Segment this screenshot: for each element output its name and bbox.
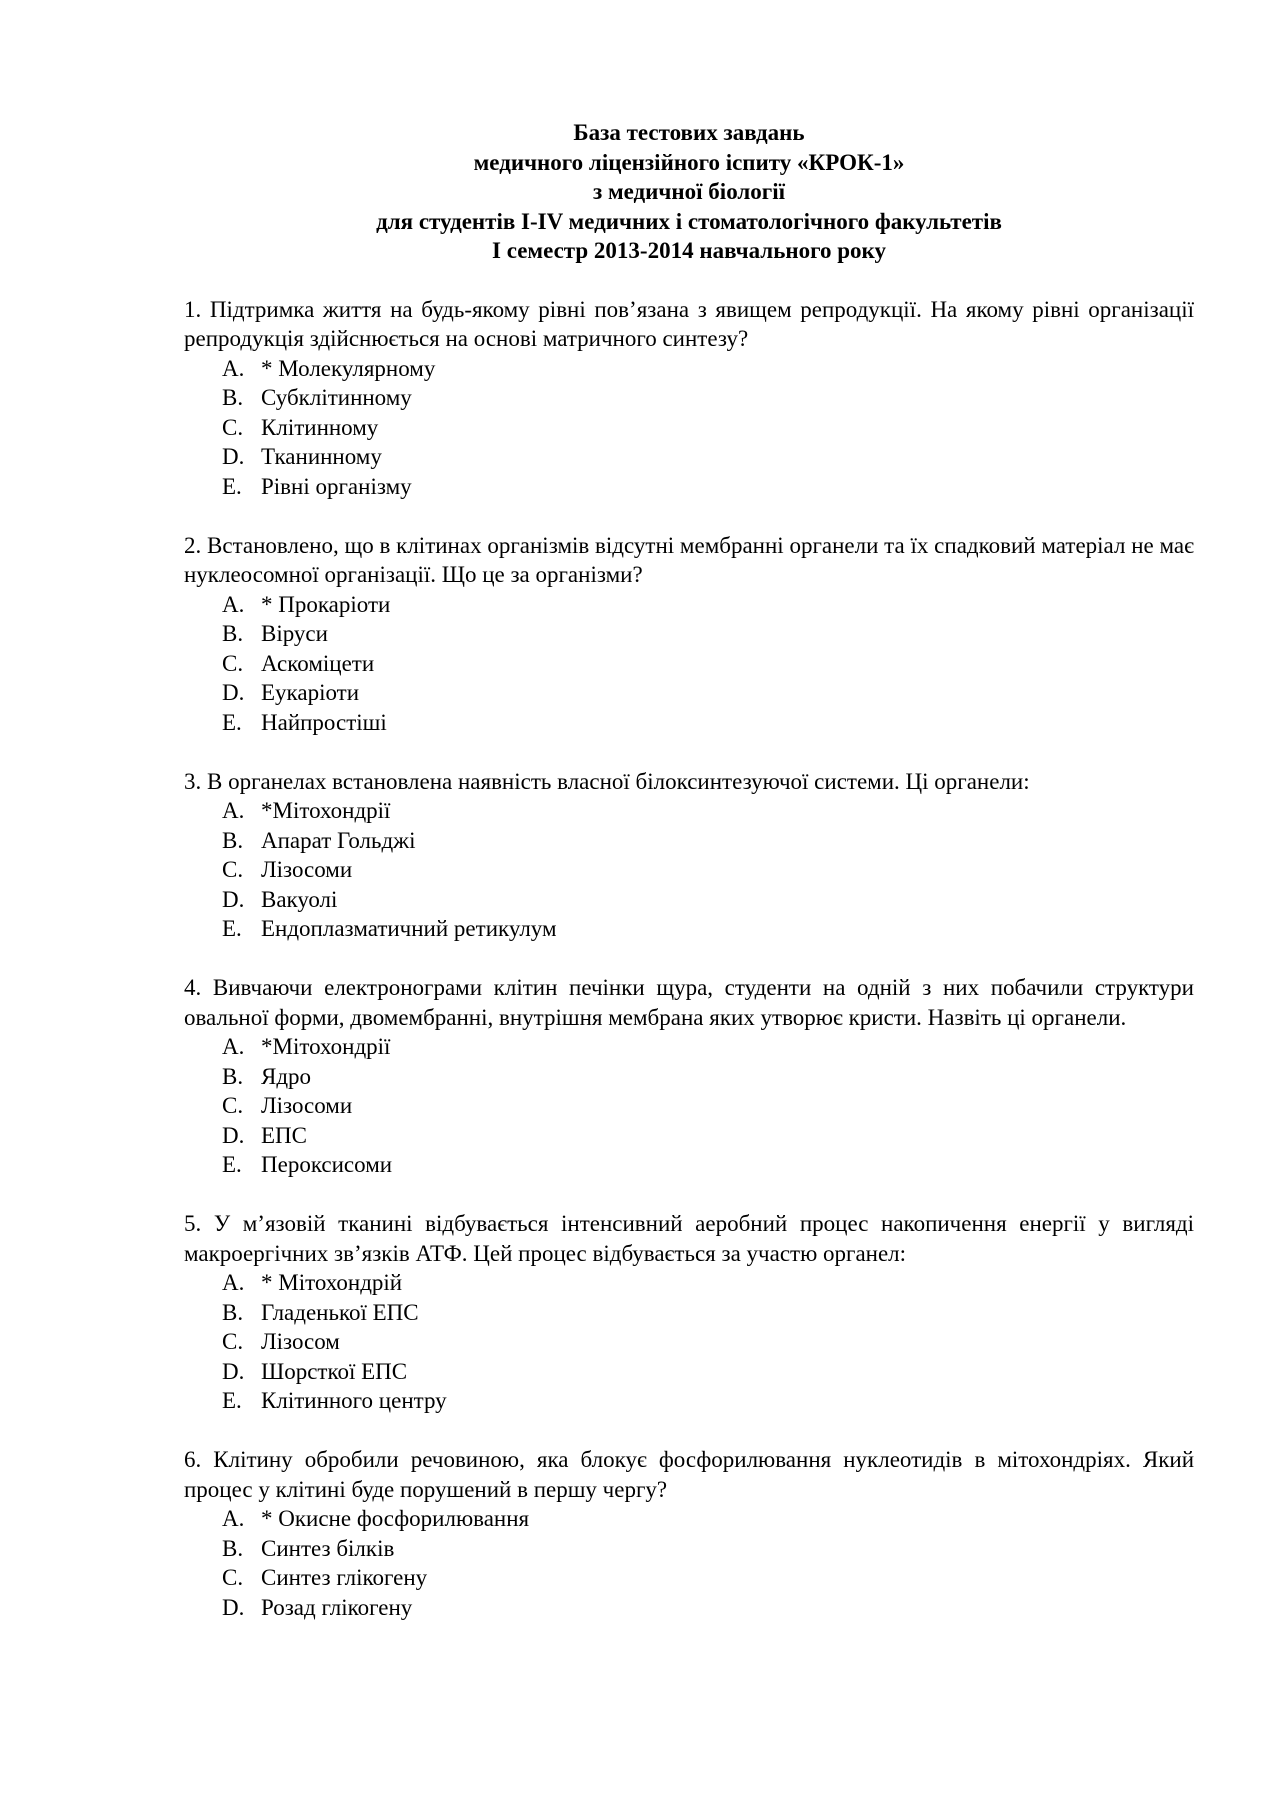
option-letter: C. <box>222 1329 244 1354</box>
answer-option <box>184 1062 1194 1092</box>
question-text: 6. Клітину обробили речовиною, яка блокує фосфорилювання нуклеотидів в мітохондріях. Який процес у клітині буде порушений в першу чергу? <box>184 1447 1194 1502</box>
answer-option <box>184 590 1194 620</box>
option-text: * Прокаріоти <box>261 591 391 617</box>
answer-option <box>184 1298 1194 1328</box>
answer-option <box>184 855 1194 885</box>
question-5 <box>184 1209 1194 1416</box>
answer-option <box>184 826 1194 856</box>
option-letter: D. <box>222 1358 245 1384</box>
option-text: ЕПС <box>261 1122 307 1148</box>
answer-option <box>184 1534 1194 1564</box>
option-letter: A. <box>222 1506 245 1531</box>
option-letter: B. <box>222 621 244 646</box>
answer-option <box>184 708 1194 738</box>
option-text: * Мітохондрій <box>261 1270 403 1295</box>
answer-option <box>184 1563 1194 1593</box>
option-letter: C. <box>222 1093 244 1118</box>
option-letter: E. <box>222 473 242 499</box>
option-letter: C. <box>222 650 244 676</box>
answer-option <box>184 1327 1194 1357</box>
answer-option <box>184 472 1194 502</box>
answer-option <box>184 1268 1194 1298</box>
option-text: Ядро <box>261 1063 312 1089</box>
answer-option <box>184 649 1194 679</box>
option-text: *Мітохондрії <box>261 798 391 823</box>
question-6 <box>184 1445 1194 1622</box>
option-letter: B. <box>222 1299 244 1325</box>
answer-options <box>184 1504 1194 1622</box>
header-line-subject: з медичної біології <box>592 179 786 204</box>
option-letter: C. <box>222 1565 244 1590</box>
question-1 <box>184 295 1194 502</box>
answer-option <box>184 383 1194 413</box>
option-text: Шорсткої ЕПС <box>261 1358 408 1384</box>
option-letter: E. <box>222 709 242 735</box>
answer-option <box>184 1091 1194 1121</box>
option-text: Віруси <box>261 621 328 646</box>
answer-option <box>184 796 1194 826</box>
header-line-exam: медичного ліцензійного іспиту «КРОК-1» <box>473 149 905 175</box>
question-2 <box>184 531 1194 738</box>
option-letter: B. <box>222 1063 244 1089</box>
answer-option <box>184 619 1194 649</box>
option-letter: E. <box>222 1388 242 1413</box>
document-header <box>184 118 1194 266</box>
option-text: Синтез білків <box>261 1535 395 1561</box>
option-letter: A. <box>222 1034 245 1059</box>
option-letter: A. <box>222 355 245 381</box>
option-text: Вакуолі <box>261 886 338 912</box>
answer-option <box>184 1386 1194 1416</box>
option-text: Рівні організму <box>261 473 412 499</box>
option-text: *Мітохондрії <box>261 1034 391 1059</box>
option-letter: D. <box>222 886 245 912</box>
header-line-title: База тестових завдань <box>573 120 805 145</box>
option-text: Лізосом <box>261 1329 340 1354</box>
option-letter: A. <box>222 798 245 823</box>
option-text: Субклітинному <box>261 385 412 410</box>
answer-option <box>184 354 1194 384</box>
answer-option <box>184 413 1194 443</box>
answer-option <box>184 442 1194 472</box>
question-text: 5. У м’язовій тканині відбувається інтенсивний аеробний процес накопичення енергії у вигляді макроергічних зв’язків АТФ. Цей процес відбувається за участю органел: <box>184 1211 1194 1266</box>
answer-option <box>184 1593 1194 1623</box>
answer-option <box>184 1357 1194 1387</box>
option-letter: C. <box>222 857 244 882</box>
document-page <box>184 118 1194 1652</box>
option-text: Еукаріоти <box>261 680 360 705</box>
option-text: Ендоплазматичний ретикулум <box>261 916 557 941</box>
question-3 <box>184 767 1194 944</box>
header-line-audience: для студентів I-IV медичних і стоматологічного факультетів <box>376 208 1002 234</box>
answer-options <box>184 796 1194 944</box>
answer-option <box>184 1032 1194 1062</box>
option-letter: A. <box>222 1270 245 1295</box>
option-letter: B. <box>222 1535 244 1561</box>
option-text: Аскоміцети <box>261 650 375 676</box>
question-4 <box>184 973 1194 1180</box>
answer-options <box>184 354 1194 502</box>
answer-option <box>184 1504 1194 1534</box>
option-text: Найпростіші <box>261 709 387 735</box>
answer-option <box>184 885 1194 915</box>
answer-option <box>184 1121 1194 1151</box>
option-text: Гладенької ЕПС <box>261 1299 419 1325</box>
header-line-semester: І семестр 2013-2014 навчального року <box>492 238 886 263</box>
answer-option <box>184 914 1194 944</box>
answer-option <box>184 1150 1194 1180</box>
question-text: 3. В органелах встановлена наявність власної білоксинтезуючої системи. Ці органели: <box>184 768 1030 794</box>
option-letter: D. <box>222 1594 245 1620</box>
option-letter: D. <box>222 444 245 469</box>
option-letter: E. <box>222 1152 242 1177</box>
option-letter: D. <box>222 680 245 705</box>
option-text: Розад глікогену <box>261 1594 413 1620</box>
option-text: Тканинному <box>261 444 382 469</box>
question-text: 1. Підтримка життя на будь-якому рівні пов’язана з явищем репродукції. На якому рівні організації репродукція здійснюється на основі матричного синтезу? <box>184 296 1194 351</box>
option-text: Клітинному <box>261 414 379 440</box>
option-text: Апарат Гольджі <box>261 827 416 853</box>
option-letter: A. <box>222 591 245 617</box>
option-text: * Окисне фосфорилювання <box>261 1506 530 1531</box>
option-letter: B. <box>222 827 244 853</box>
answer-options <box>184 1268 1194 1416</box>
option-letter: B. <box>222 385 244 410</box>
answer-option <box>184 678 1194 708</box>
option-text: Синтез глікогену <box>261 1565 428 1590</box>
option-letter: C. <box>222 414 244 440</box>
option-text: Лізосоми <box>261 857 353 882</box>
option-text: Лізосоми <box>261 1093 353 1118</box>
question-text: 2. Встановлено, що в клітинах організмів відсутні мембранні органели та їх спадковий матеріал не має нуклеосомної організації. Що це за організми? <box>184 532 1194 587</box>
option-text: Клітинного центру <box>261 1388 447 1413</box>
answer-options <box>184 1032 1194 1180</box>
option-letter: D. <box>222 1122 245 1148</box>
answer-options <box>184 590 1194 738</box>
option-text: Пероксисоми <box>261 1152 393 1177</box>
option-text: * Молекулярному <box>261 355 436 381</box>
option-letter: E. <box>222 916 242 941</box>
question-text: 4. Вивчаючи електронограми клітин печінки щура, студенти на одній з них побачили структури овальної форми, двомембранні, внутрішня мембрана яких утворює кристи. Назвіть ці органели. <box>184 975 1194 1030</box>
